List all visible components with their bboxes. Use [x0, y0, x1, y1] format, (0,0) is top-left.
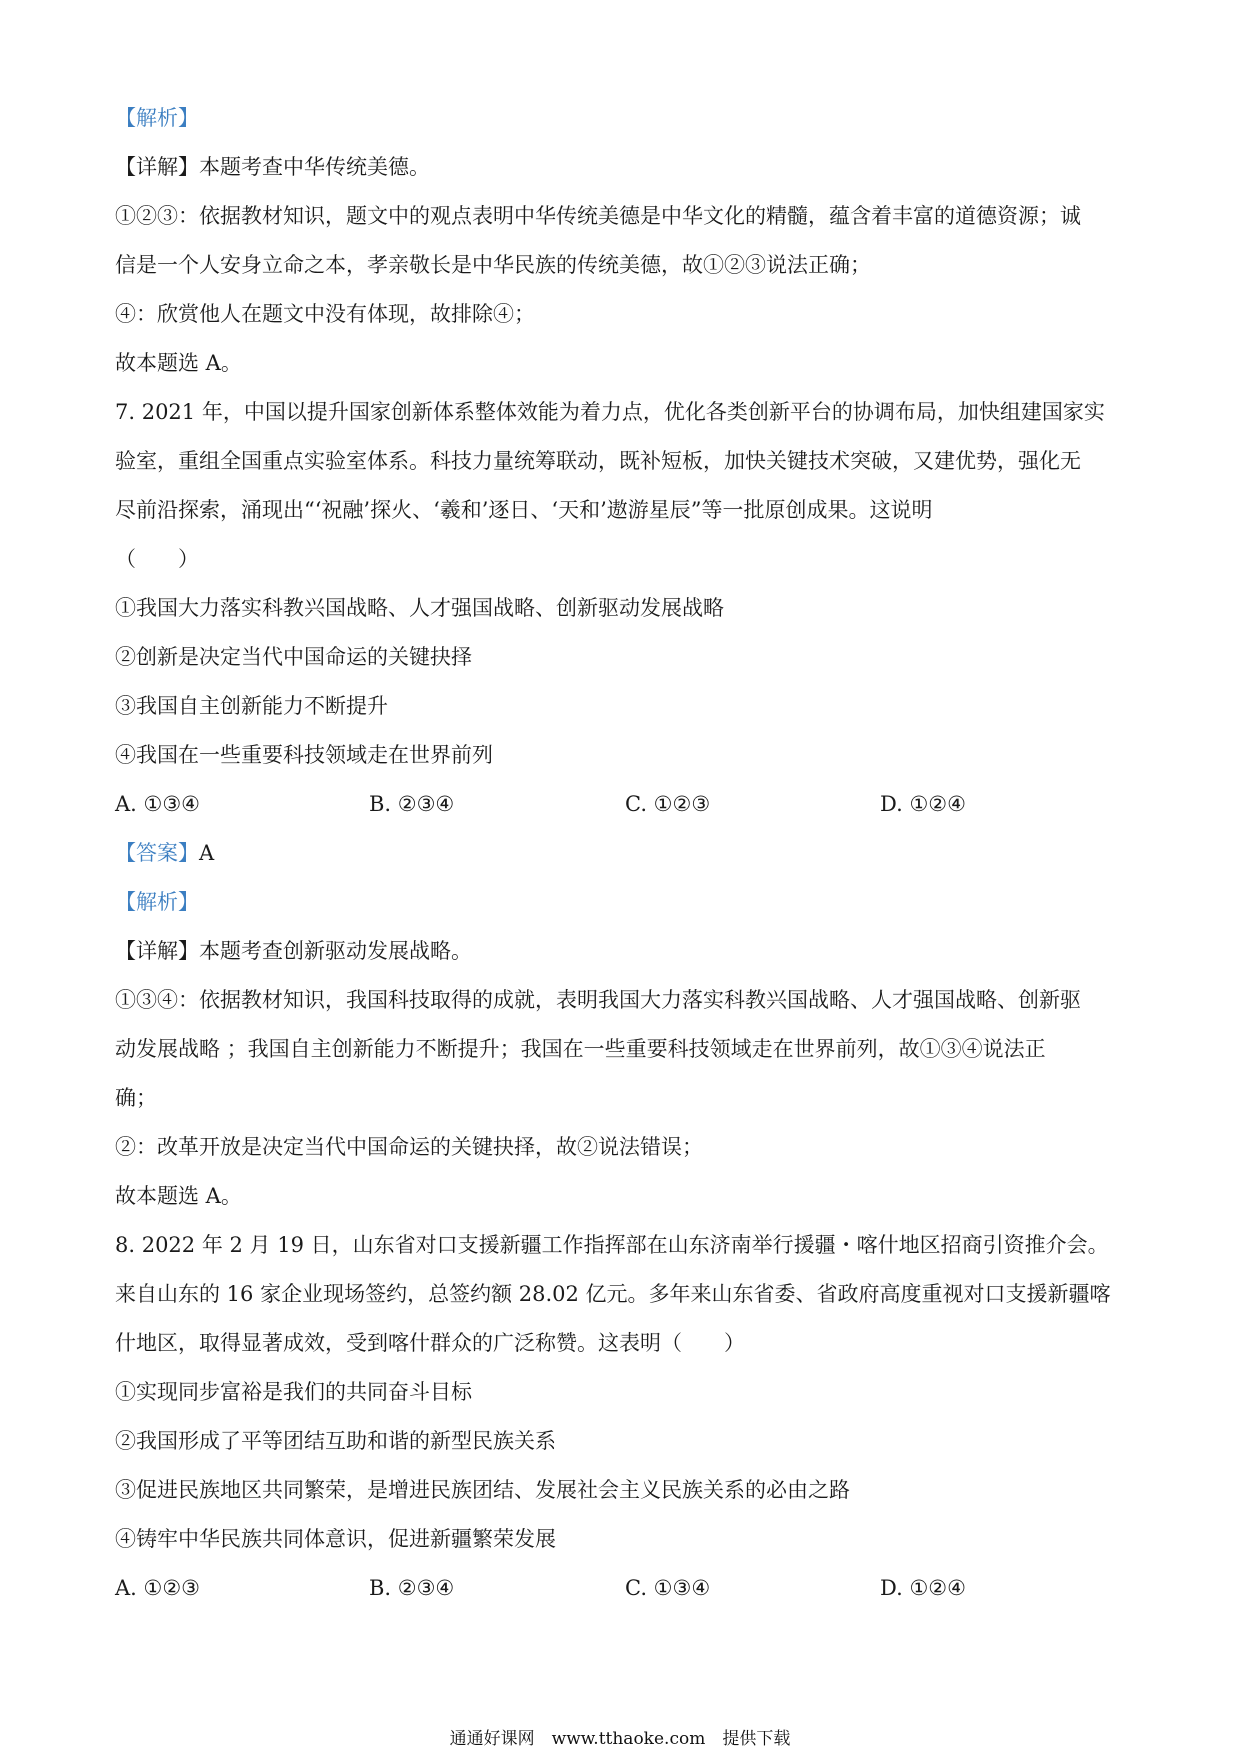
q7-option-b: B. ②③④ — [369, 792, 455, 816]
q8-option-c: C. ①③④ — [625, 1576, 711, 1600]
q7-explanation-line: ②：改革开放是决定当代中国命运的关键抉择，故②说法错误； — [115, 1135, 703, 1159]
analysis-tag: 【解析】 — [115, 106, 199, 130]
q8-stem-line: 什地区，取得显著成效，受到喀什群众的广泛称赞。这表明（ ） — [115, 1331, 745, 1355]
q7-option-d: D. ①②④ — [880, 792, 966, 816]
q8-option-a: A. ①②③ — [115, 1576, 200, 1600]
page-footer: 通通好课网 www.tthaoke.com 提供下载 — [449, 1729, 791, 1749]
q8-statement: ④铸牢中华民族共同体意识，促进新疆繁荣发展 — [115, 1527, 556, 1551]
q7-explanation-line: 动发展战略 ；我国自主创新能力不断提升；我国在一些重要科技领域走在世界前列，故①③④说法正 — [115, 1037, 1046, 1061]
conclusion-line: 故本题选 A。 — [115, 351, 242, 375]
q7-stem-line: 验室，重组全国重点实验室体系。科技力量统筹联动，既补短板，加快关键技术突破，又建优势，强化无 — [115, 449, 1081, 473]
q7-stem-line: 尽前沿探索，涌现出“‘祝融’探火、‘羲和’逐日、‘天和’遨游星辰”等一批原创成果。这说明 — [115, 498, 933, 522]
detail-tag: 【详解】 — [115, 155, 199, 179]
q7-option-a: A. ①③④ — [115, 792, 200, 816]
explanation-line: 信是一个人安身立命之本，孝亲敬长是中华民族的传统美德，故①②③说法正确； — [115, 253, 871, 277]
q7-statement: ③我国自主创新能力不断提升 — [115, 694, 388, 718]
q7-answer-line — [115, 838, 1135, 868]
q8-statement: ①实现同步富裕是我们的共同奋斗目标 — [115, 1380, 472, 1404]
q7-analysis-heading — [115, 887, 1135, 917]
q8-option-d: D. ①②④ — [880, 1576, 966, 1600]
q8-statement: ②我国形成了平等团结互助和谐的新型民族关系 — [115, 1429, 556, 1453]
q7-stem-line: （ ） — [115, 547, 199, 571]
answer-tag: 【答案】 — [115, 841, 199, 865]
q7-conclusion-line: 故本题选 A。 — [115, 1184, 242, 1208]
detail-text: 本题考查中华传统美德。 — [199, 155, 430, 179]
q7-explanation-line: 确； — [115, 1086, 157, 1110]
detail-tag: 【详解】 — [115, 939, 199, 963]
detail-line — [115, 152, 1135, 182]
q7-statement: ①我国大力落实科教兴国战略、人才强国战略、创新驱动发展战略 — [115, 596, 724, 620]
q7-statement: ④我国在一些重要科技领域走在世界前列 — [115, 743, 493, 767]
q7-detail-line — [115, 936, 1135, 966]
q8-option-b: B. ②③④ — [369, 1576, 455, 1600]
q7-stem-line: 7. 2021 年，中国以提升国家创新体系整体效能为着力点，优化各类创新平台的协调布局，加快组建国家实 — [115, 400, 1105, 424]
q8-stem-line: 来自山东的 16 家企业现场签约，总签约额 28.02 亿元。多年来山东省委、省政府高度重视对口支援新疆喀 — [115, 1282, 1111, 1306]
q8-statement: ③促进民族地区共同繁荣，是增进民族团结、发展社会主义民族关系的必由之路 — [115, 1478, 850, 1502]
explanation-line: ①②③：依据教材知识，题文中的观点表明中华传统美德是中华文化的精髓，蕴含着丰富的道德资源；诚 — [115, 204, 1081, 228]
q7-statement: ②创新是决定当代中国命运的关键抉择 — [115, 645, 472, 669]
q8-stem-line: 8. 2022 年 2 月 19 日，山东省对口支援新疆工作指挥部在山东济南举行援疆・喀什地区招商引资推介会。 — [115, 1233, 1109, 1257]
analysis-tag: 【解析】 — [115, 890, 199, 914]
answer-value: A — [199, 841, 215, 865]
q7-option-c: C. ①②③ — [625, 792, 711, 816]
explanation-line: ④：欣赏他人在题文中没有体现，故排除④； — [115, 302, 535, 326]
analysis-heading — [115, 103, 1135, 133]
detail-text: 本题考查创新驱动发展战略。 — [199, 939, 472, 963]
q7-explanation-line: ①③④：依据教材知识，我国科技取得的成就，表明我国大力落实科教兴国战略、人才强国战略、创新驱 — [115, 988, 1081, 1012]
